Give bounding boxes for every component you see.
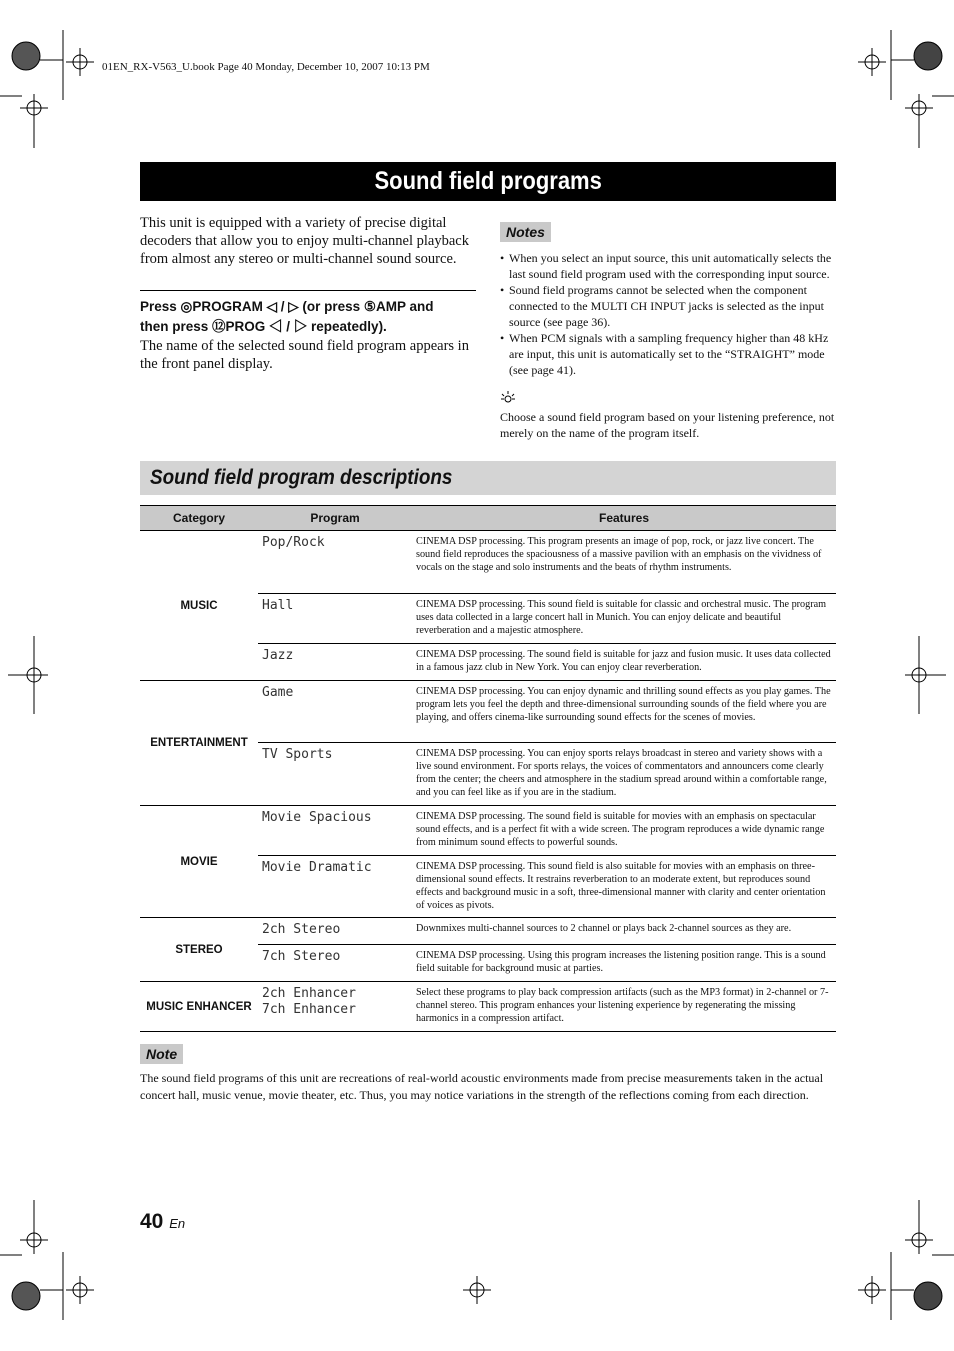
program-table: [140, 505, 836, 1032]
category-cell: ENTERTAINMENT: [140, 681, 258, 806]
note-label-box: [140, 1044, 183, 1064]
page-title-bar: [140, 162, 836, 201]
header-features: Features: [412, 506, 836, 531]
program-cell: 7ch Stereo: [258, 945, 412, 982]
program-cell: Movie Spacious: [258, 806, 412, 856]
program-cell: TV Sports: [258, 743, 412, 806]
divider: [140, 290, 476, 291]
features-cell: CINEMA DSP processing. This program presents an image of pop, rock, or jazz live concert. The sound field reproduces the spaciousness of a massive pavilion with an emphasis on the vividness of vocals on the stage and solo instruments and the beats of rhythm instruments.: [416, 536, 822, 573]
page-language: En: [169, 1216, 186, 1231]
note-item: • When you select an input source, this unit automatically selects the last sound field program used with the corresponding input source.: [500, 250, 836, 282]
table-row: [140, 806, 836, 856]
category-cell: MUSIC ENHANCER: [140, 982, 258, 1032]
instruction-body: The name of the selected sound field program appears in the front panel display.: [140, 338, 469, 372]
features-cell: CINEMA DSP processing. You can enjoy sports relays broadcast in stereo and variety shows with a live sound environment. For sports relays, the voices of commentators and announcers come clearly from the center; the cheers and atmosphere in the stadium spread around within a comfortable range, and you can feel like as if you are in the stadium.: [412, 743, 836, 806]
page-number-value: 40: [140, 1210, 164, 1233]
notes-label: Notes: [500, 222, 551, 242]
table-row: [140, 531, 836, 594]
notes-list: [500, 250, 836, 378]
features-cell: CINEMA DSP processing. The sound field is suitable for movies with an emphasis on spectacular sound effects, and is a perfect fit with a wide screen. The program reproduces a wide dynamic range from minimum sound effects to powerful sounds.: [412, 806, 836, 856]
note-text: The sound field programs of this unit are recreations of real-world acoustic environments made from precise measurements taken in the actual concert hall, music venue, movie theater, etc. Thus, you may notice variations in the strength of the reflections coming from each direction.: [140, 1071, 824, 1102]
header-program: Program: [258, 506, 412, 531]
table-row: [140, 982, 836, 1032]
program-cell: Pop/Rock: [262, 535, 325, 550]
category-cell: STEREO: [140, 918, 258, 982]
tip-text: Choose a sound field program based on your listening preference, not merely on the name of the program itself.: [500, 410, 835, 440]
program-cell: 2ch Enhancer 7ch Enhancer: [258, 982, 412, 1032]
right-column: [500, 222, 836, 441]
features-cell: CINEMA DSP processing. This sound field is suitable for classic and orchestral music. The program uses data collected in a large concert hall in Munich. You can enjoy delicate and beautiful reverberation and a majestic atmosphere.: [412, 594, 836, 644]
page-number: [140, 1210, 185, 1234]
features-cell: Select these programs to play back compression artifacts (such as the MP3 format) in 2-channel or 7-channel stereo. This program enhances your listening experience by regenerating the missing harmonics in a compression artifact.: [412, 982, 836, 1032]
book-slug: 01EN_RX-V563_U.book Page 40 Monday, December 10, 2007 10:13 PM: [102, 61, 430, 73]
instruction-line-2: then press ⑫PROG ◁ / ▷ repeatedly).: [140, 319, 387, 334]
program-cell: Hall: [258, 594, 412, 644]
category-cell: MUSIC: [140, 531, 258, 681]
category-cell: MOVIE: [140, 806, 258, 918]
table-row: [140, 918, 836, 945]
features-cell: CINEMA DSP processing. This sound field is also suitable for movies with an emphasis on three-dimensional sound effects. It restrains reverberation to an moderate extent, but reproduces sound effects and background music in a soft, three-dimensional manner with clarity and center orientation of voices as pivots.: [412, 856, 836, 918]
program-cell: Jazz: [258, 644, 412, 681]
program-cell: Game: [258, 681, 412, 743]
section-title: Sound field program descriptions: [150, 466, 453, 489]
features-cell: Downmixes multi-channel sources to 2 channel or plays back 2-channel sources as they are.: [412, 918, 836, 945]
left-column: [140, 214, 476, 373]
program-cell: 2ch Stereo: [258, 918, 412, 945]
note-item: • Sound field programs cannot be selected when the component connected to the MULTI CH INPUT jacks is selected as the input source (see page 36).: [500, 282, 836, 330]
note-label: Note: [140, 1044, 183, 1064]
features-cell: CINEMA DSP processing. The sound field is suitable for jazz and fusion music. It uses data collected in a famous jazz club in New York. You can enjoy clear reverberation.: [412, 644, 836, 681]
features-cell: CINEMA DSP processing. You can enjoy dynamic and thrilling sound effects as you play games. The program lets you feel the depth and three-dimensional surrounding sounds of the field where you are playing, and offers cinema-like surrounding sound effects for the scenes of movies.: [412, 681, 836, 743]
note-item: • When PCM signals with a sampling frequency higher than 48 kHz are input, this unit is automatically set to the “STRAIGHT” mode (see page 41).: [500, 330, 836, 378]
table-row: [140, 681, 836, 743]
instruction-line-1: Press ◎PROGRAM ◁ / ▷ (or press ⑤AMP and: [140, 299, 434, 314]
features-cell: CINEMA DSP processing. Using this program increases the listening position range. This is a sound field suitable for background music at parties.: [412, 945, 836, 982]
program-cell: Movie Dramatic: [258, 856, 412, 918]
page-title: Sound field programs: [374, 167, 602, 195]
lightbulb-icon: [500, 390, 516, 404]
intro-paragraph: This unit is equipped with a variety of precise digital decoders that allow you to enjoy multi-channel playback from almost any stereo or multi-channel sound source.: [140, 215, 469, 267]
header-category: Category: [140, 506, 258, 531]
section-heading: [140, 461, 836, 495]
